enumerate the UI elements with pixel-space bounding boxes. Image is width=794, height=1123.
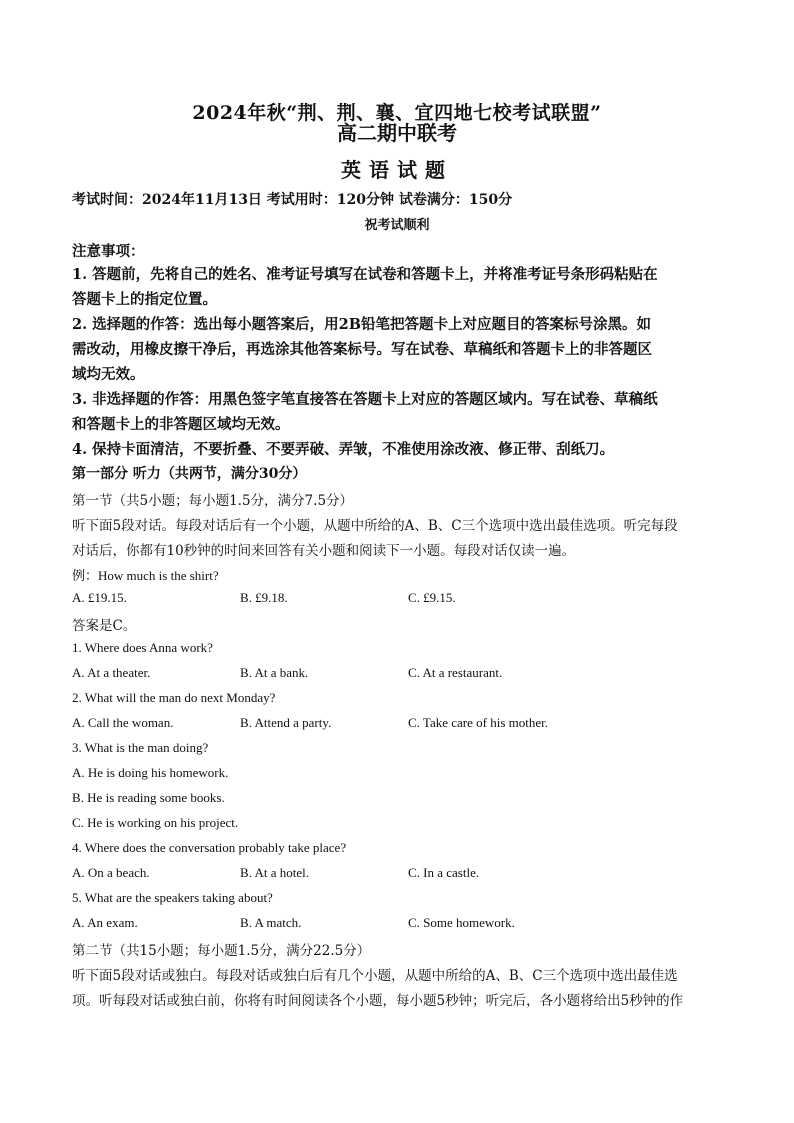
note-line: 4. 保持卡面清洁，不要折叠、不要弄破、弄皱，不准使用涂改液、修正带、刮纸刀。 (72, 441, 615, 458)
exam-wish: 祝考试顺利 (364, 218, 430, 233)
question-3: 3. What is the man doing? (72, 740, 209, 755)
q1-option-b: B. At a bank. (240, 665, 309, 680)
example-option-b: B. £9.18. (240, 590, 288, 605)
section1-heading: 第一节（共5小题；每小题1.5分，满分7.5分） (72, 493, 354, 509)
question-5: 5. What are the speakers taking about? (72, 890, 273, 905)
question-2: 2. What will the man do next Monday? (72, 690, 276, 705)
q2-option-c: C. Take care of his mother. (408, 715, 549, 730)
example-answer: 答案是C。 (72, 618, 137, 634)
question-1: 1. Where does Anna work? (72, 640, 213, 655)
q5-option-a: A. An exam. (72, 915, 138, 930)
example-option-a: A. £19.15. (72, 590, 127, 605)
q4-option-b: B. At a hotel. (240, 865, 309, 880)
section1-instructions: 对话后，你都有10秒钟的时间来回答有关小题和阅读下一小题。每段对话仅读一遍。 (72, 543, 576, 559)
exam-title: 2024年秋“荆、荆、襄、宜四地七校考试联盟” (192, 102, 602, 124)
section2-instructions: 听下面5段对话或独白。每段对话或独白后有几个小题，从题中所给的A、B、C三个选项中选出最佳选 (72, 968, 678, 984)
q2-option-a: A. Call the woman. (72, 715, 174, 730)
q1-option-c: C. At a restaurant. (408, 665, 503, 680)
notes-heading: 注意事项： (72, 243, 145, 260)
question-4: 4. Where does the conversation probably take place? (72, 840, 347, 855)
q5-option-b: B. A match. (240, 915, 302, 930)
section2-instructions: 项。听每段对话或独白前，你将有时间阅读各个小题，每小题5秒钟；听完后，各小题将给出5秒钟的作 (72, 993, 684, 1009)
note-line: 需改动，用橡皮擦干净后，再选涂其他答案标号。写在试卷、草稿纸和答题卡上的非答题区 (72, 341, 652, 358)
note-line: 和答题卡上的非答题区域均无效。 (72, 416, 290, 433)
q3-option-c: C. He is working on his project. (72, 815, 239, 830)
example-option-c: C. £9.15. (408, 590, 456, 605)
note-line: 3. 非选择题的作答：用黑色签字笔直接答在答题卡上对应的答题区域内。写在试卷、草稿纸 (72, 391, 658, 408)
note-line: 1. 答题前，先将自己的姓名、准考证号填写在试卷和答题卡上，并将准考证号条形码粘贴在 (72, 266, 658, 283)
q3-option-b: B. He is reading some books. (72, 790, 225, 805)
note-line: 2. 选择题的作答：选出每小题答案后，用2B铅笔把答题卡上对应题目的答案标号涂黑。如 (72, 316, 652, 333)
exam-info: 考试时间：2024年11月13日 考试用时：120分钟 试卷满分：150分 (72, 192, 513, 208)
part1-heading: 第一部分 听力（共两节，满分30分） (72, 466, 307, 482)
q4-option-c: C. In a castle. (408, 865, 480, 880)
example-question: 例：How much is the shirt? (72, 568, 219, 583)
note-line: 答题卡上的指定位置。 (72, 291, 217, 308)
q5-option-c: C. Some homework. (408, 915, 515, 930)
exam-subject: 英语试题 (341, 158, 453, 182)
section1-instructions: 听下面5段对话。每段对话后有一个小题，从题中所给的A、B、C三个选项中选出最佳选项。听完每段 (72, 518, 678, 534)
q2-option-b: B. Attend a party. (240, 715, 332, 730)
exam-subtitle: 高二期中联考 (337, 121, 457, 145)
q1-option-a: A. At a theater. (72, 665, 151, 680)
q3-option-a: A. He is doing his homework. (72, 765, 229, 780)
section2-heading: 第二节（共15小题；每小题1.5分，满分22.5分） (72, 943, 371, 959)
q4-option-a: A. On a beach. (72, 865, 150, 880)
note-line: 域均无效。 (72, 366, 145, 383)
